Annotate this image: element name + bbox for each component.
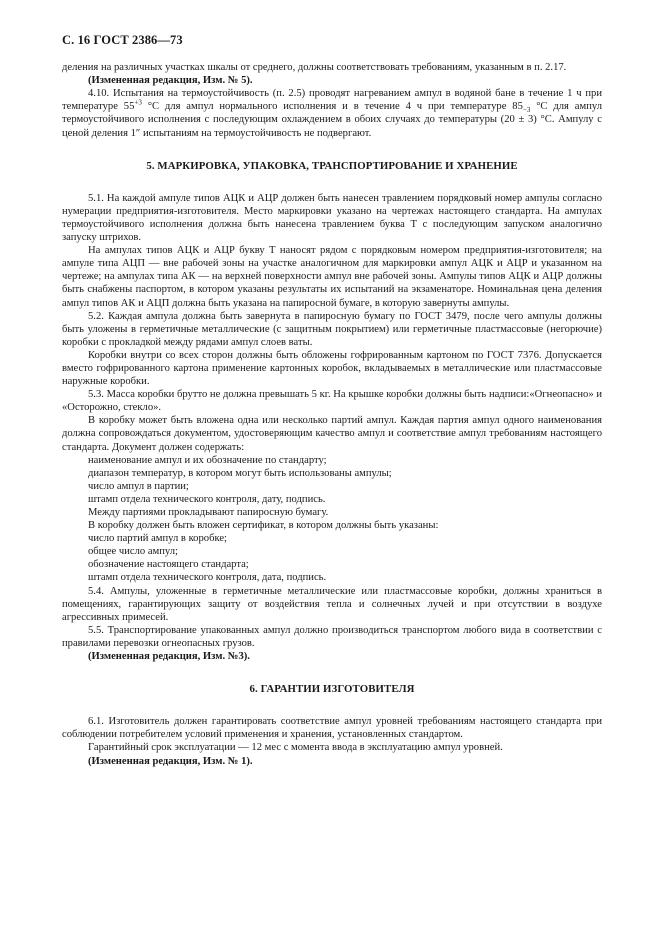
amendment-note: (Измененная редакция, Изм. № 5). bbox=[88, 75, 253, 87]
paragraph: штамп отдела технического контроля, дата, подпись. bbox=[88, 572, 327, 584]
paragraph: В коробку может быть вложена одна или несколько партий ампул. Каждая партия ампул одного наименования должна сопровождаться документом, удостоверяющим качество ампул и соответствие ампул требованиям настоящего стандарта. Документ должен содержать: bbox=[62, 415, 602, 453]
paragraph: 6.1. Изготовитель должен гарантировать соответствие ампул уровней требованиям настоящего стандарта при соблюдении потребителем условий применения и хранения, установленных стандартом. bbox=[62, 716, 602, 741]
paragraph: общее число ампул; bbox=[88, 546, 178, 558]
paragraph: число партий ампул в коробке; bbox=[88, 533, 227, 545]
section-heading: 6. ГАРАНТИИ ИЗГОТОВИТЕЛЯ bbox=[249, 683, 415, 696]
section-heading: 5. МАРКИРОВКА, УПАКОВКА, ТРАНСПОРТИРОВАНИЕ И ХРАНЕНИЕ bbox=[146, 159, 518, 172]
paragraph: число ампул в партии; bbox=[88, 480, 189, 492]
page-header: С. 16 ГОСТ 2386—73 bbox=[62, 33, 183, 47]
paragraph: Гарантийный срок эксплуатации — 12 мес с момента ввода в эксплуатацию ампул уровней. bbox=[88, 742, 503, 754]
paragraph: Между партиями прокладывают папиросную бумагу. bbox=[88, 507, 329, 518]
paragraph: 5.3. Масса коробки брутто не должна превышать 5 кг. На крышке коробки должны быть надписи:«Огнеопасно» и «Осторожно, стекло». bbox=[62, 389, 602, 414]
paragraph: обозначение настоящего стандарта; bbox=[88, 559, 249, 571]
paragraph: 5.1. На каждой ампуле типов АЦК и АЦР должен быть нанесен травлением порядковый номер ампулы согласно нумерации предприятия-изготовителя. Место маркировки указано на чертежах настоящего стандарта. На ампулах термоустойчивого исполнения должна быть нанесена травлением буква Т с последующим запуском аналогично запуску штрихов. bbox=[62, 192, 602, 244]
document-page bbox=[62, 34, 602, 768]
paragraph: 5.4. Ампулы, уложенные в герметичные металлические или пластмассовые коробки, должны храниться в помещениях, гарантирующих защиту от воздействия тепла и солнечных лучей и при отсутствии в воздухе агрессивных примесей. bbox=[62, 585, 602, 623]
paragraph: 4.10. Испытания на термоустойчивость (п. 2.5) проводят нагреванием ампул в водяной бане в течение 1 ч при температуре $55^{+3}$ °С для ампул нормального исполнения и в течение 4 ч при температуре $85_{-3}$ °С для ампул термоустойчивого исполнения с последующим охлаждением в обоих случаях до температуры (20 ± 3) °С. Ампулу с ценой деления 1″ испытаниям на термоустойчивость не подвергают. bbox=[62, 88, 602, 139]
amendment-note: (Измененная редакция, Изм. №3). bbox=[88, 651, 250, 663]
paragraph: штамп отдела технического контроля, дату, подпись. bbox=[88, 493, 326, 505]
paragraph: деления на различных участках шкалы от среднего, должны соответствовать требованиям, указанным в п. 2.17. bbox=[62, 62, 567, 74]
paragraph: наименование ампул и их обозначение по стандарту; bbox=[88, 454, 327, 466]
paragraph: 5.5. Транспортирование упакованных ампул должно производиться транспортом любого вида в соответствии с правилами перевозки огнеопасных грузов. bbox=[62, 624, 602, 649]
paragraph: В коробку должен быть вложен сертификат, в котором должны быть указаны: bbox=[88, 520, 439, 532]
paragraph: диапазон температур, в котором могут быть использованы ампулы; bbox=[88, 467, 392, 479]
paragraph: Коробки внутри со всех сторон должны быть обложены гофрированным картоном по ГОСТ 7376. Допускается вместо гофрированного картона применение картонных коробок, вкладываемых в металлические или пластмассовые наружные коробки. bbox=[62, 349, 602, 388]
amendment-note: (Измененная редакция, Изм. № 1). bbox=[88, 755, 253, 767]
paragraph: На ампулах типов АЦК и АЦР букву Т наносят рядом с порядковым номером предприятия-изготовителя; на ампуле типа АЦП — вне рабочей зоны на участке аналогичном для маркировки ампул АЦК и АЦР и указанном на чертеже; на ампулах типа АК — на верхней поверхности ампул вне рабочей зоны. Ампулы типов АЦК и АЦР должны быть снабжены паспортом, в котором указаны результаты их испытаний на экзаменаторе. Номинальная цена деления ампул типов АК и АЦП должна быть указана на папиросной бумаге, в которую завернуты ампулы. bbox=[62, 245, 602, 309]
document-body bbox=[62, 61, 602, 768]
paragraph: 5.2. Каждая ампула должна быть завернута в папиросную бумагу по ГОСТ 3479, после чего ампулы должны быть уложены в герметичные металлические (с защитным покрытием) или герметичные пластмассовые (негорючие) коробки с прокладкой между рядами ампул слоев ваты. bbox=[62, 310, 602, 348]
